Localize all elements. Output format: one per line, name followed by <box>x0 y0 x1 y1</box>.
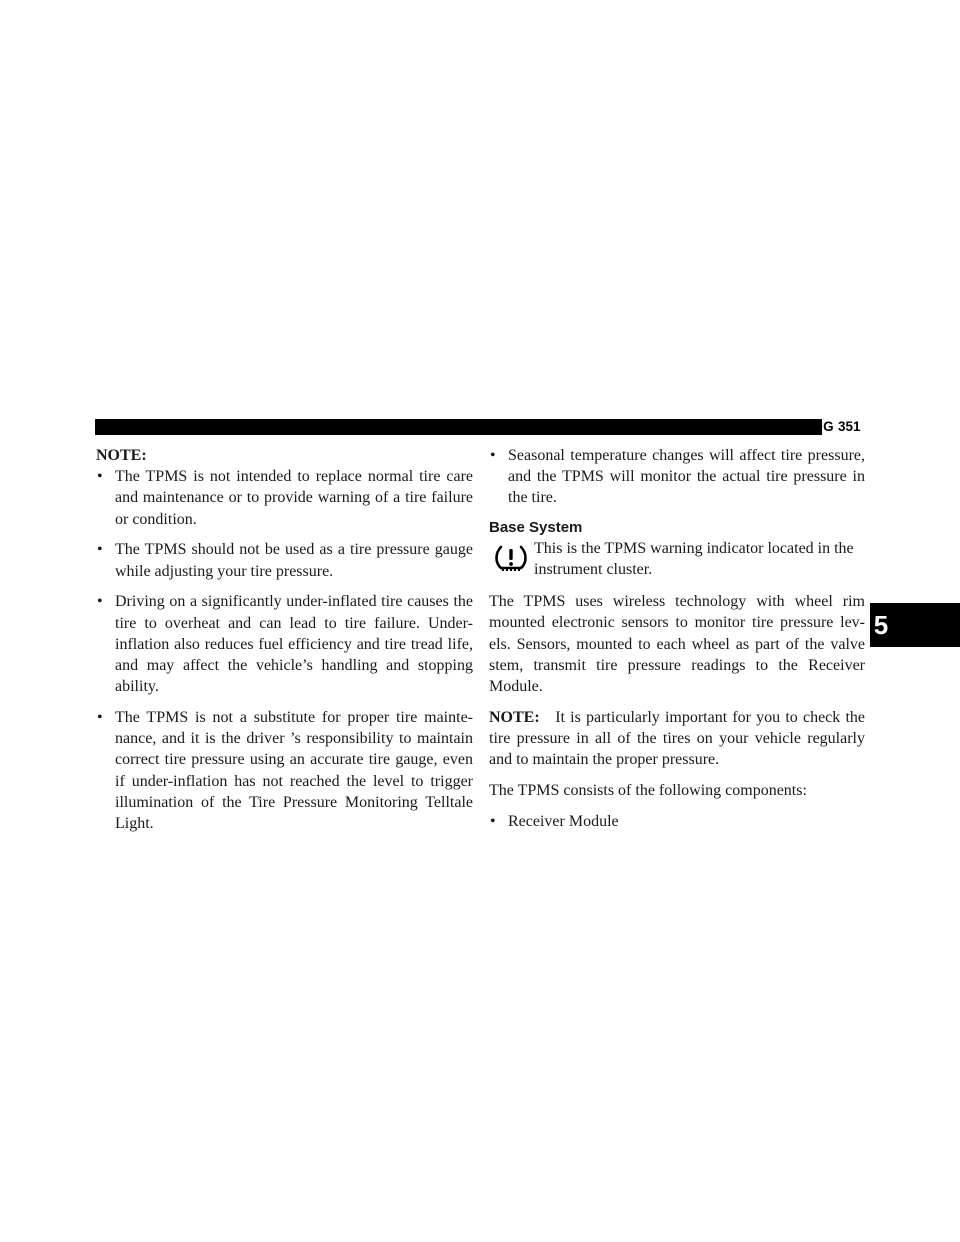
bullet-icon: • <box>97 468 103 486</box>
bullet-icon: • <box>97 709 103 727</box>
header-page-number: 351 <box>838 419 861 434</box>
chapter-number: 5 <box>873 610 889 640</box>
body-paragraph: The TPMS consists of the following components: <box>489 782 807 800</box>
bullet-icon: • <box>97 541 103 559</box>
bullet-icon: • <box>490 812 496 830</box>
note-text: It is particularly important for you to check the tire pressure in all of the tires on your vehicle regularly and to maintain the proper pressure. <box>489 708 866 769</box>
list-item-text: The TPMS is not intended to replace normal tire care and maintenance or to provide warning of a tire failure or condition. <box>115 468 473 528</box>
indicator-description: This is the TPMS warning indicator located in the instrument cluster. <box>534 540 854 579</box>
list-item-text: Seasonal temperature changes will affect tire pressure, and the TPMS will monitor the actual tire pressure in the tire. <box>508 447 865 507</box>
section-heading: Base System <box>489 519 583 537</box>
indicator-row <box>489 538 865 582</box>
components-list <box>489 811 865 832</box>
header-section-title: STARTING AND OPERATING <box>648 419 834 434</box>
note-paragraph <box>489 707 865 771</box>
list-item <box>96 707 473 834</box>
list-item-text: Receiver Module <box>508 812 619 830</box>
right-column <box>489 445 865 842</box>
top-bullet-list <box>489 445 865 509</box>
list-item-text: The TPMS should not be used as a tire pressure gauge while adjusting your tire pressure. <box>115 541 473 580</box>
body-paragraph: The TPMS uses wireless technology with wheel rim mounted electronic sensors to monitor tire pressure lev- els. Sensors, mounted to each wheel as part of the valve stem, transmit tire pressure readings to the Receiver Module. <box>489 593 865 696</box>
list-item-text: The TPMS is not a substitute for proper tire mainte- nance, and it is the driver ’s responsibility to maintain correct tire pressure using an accurate tire gauge, even if under-inflation has not reached the level to trigger illumination of the Tire Pressure Monitoring Telltale Light. <box>115 709 473 833</box>
list-item-text: Driving on a significantly under-inflated tire causes the tire to overheat and can lead to tire failure. Under-inflation also reduces fuel efficiency and tire tread life, and may affect the vehicle’s handling and stopping ability. <box>115 593 473 696</box>
list-item <box>96 539 473 581</box>
left-column <box>96 445 473 844</box>
bullet-icon: • <box>97 593 103 611</box>
bullet-icon: • <box>490 447 496 464</box>
list-item <box>489 445 865 509</box>
note-label: NOTE: <box>489 708 540 726</box>
list-item <box>96 466 473 530</box>
tpms-warning-icon <box>494 544 528 572</box>
list-item <box>489 811 865 832</box>
note-bullet-list <box>96 466 473 834</box>
list-item <box>96 591 473 697</box>
note-title: NOTE: <box>96 447 147 464</box>
